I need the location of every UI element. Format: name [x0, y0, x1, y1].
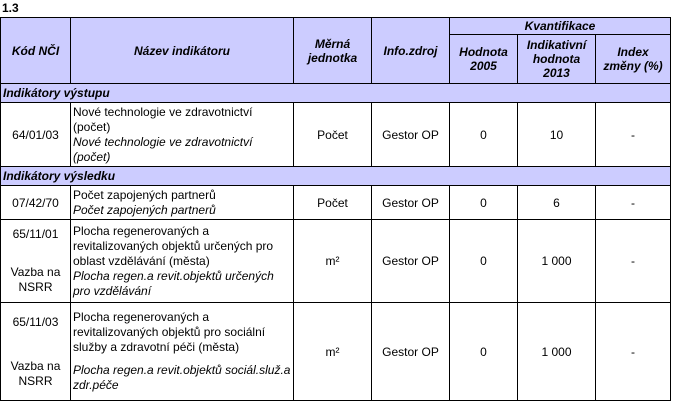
row-name-text: Počet zapojených partnerů: [73, 187, 216, 202]
row-index: -: [596, 220, 671, 303]
header-index-change: Index změny (%): [596, 35, 671, 84]
row-code-cell: [1, 303, 71, 401]
row-index: -: [596, 103, 671, 167]
header-value-2005: Hodnota 2005: [450, 35, 518, 84]
row-code-note: Vazba na NSRR: [10, 358, 61, 388]
group-title-result: Indikátory výsledku: [1, 167, 671, 186]
header-name: Název indikátoru: [71, 18, 294, 84]
row-unit: m²: [294, 303, 372, 401]
header-source: Info.zdroj: [372, 18, 450, 84]
row-target-2013: 1 000: [518, 303, 596, 401]
row-code: 64/01/03: [1, 103, 71, 167]
header-quantification: Kvantifikace: [450, 18, 671, 35]
row-target-2013: 10: [518, 103, 596, 167]
row-value-2005: 0: [450, 220, 518, 303]
table-row: [1, 220, 671, 303]
row-index: -: [596, 186, 671, 220]
row-name: [71, 186, 294, 220]
row-name-text: Nové technologie ve zdravotnictví (počet): [73, 104, 253, 134]
row-name-text: Plocha regenerovaných a revitalizovaných objektů pro sociální služby a zdravotní péči (města): [73, 310, 266, 354]
section-number: 1.3: [2, 1, 19, 15]
table-row: [1, 303, 671, 401]
row-code-cell: [1, 220, 71, 303]
row-value-2005: 0: [450, 186, 518, 220]
row-index: -: [596, 303, 671, 401]
header-unit: Měrná jednotka: [294, 18, 372, 84]
row-unit: m²: [294, 220, 372, 303]
row-target-2013: 6: [518, 186, 596, 220]
row-code-note: Vazba na NSRR: [10, 265, 61, 294]
row-name: [71, 220, 294, 303]
row-source: Gestor OP: [372, 186, 450, 220]
header-target-2013: Indikativní hodnota 2013: [518, 35, 596, 84]
row-name-alt: Počet zapojených partnerů: [73, 202, 216, 217]
row-name: [71, 103, 294, 167]
indicator-table: [0, 17, 671, 401]
row-name: [71, 303, 294, 401]
row-name-text: Plocha regenerovaných a revitalizovaných objektů určených pro oblast vzdělávání (města): [73, 223, 274, 268]
row-source: Gestor OP: [372, 103, 450, 167]
row-code: 07/42/70: [1, 186, 71, 220]
table-row: [1, 103, 671, 167]
row-source: Gestor OP: [372, 303, 450, 401]
header-code: Kód NČI: [1, 18, 71, 84]
table-row: [1, 186, 671, 220]
row-source: Gestor OP: [372, 220, 450, 303]
row-code: 65/11/03: [12, 314, 59, 329]
row-name-alt: Nové technologie ve zdravotnictví (počet): [73, 134, 253, 164]
group-title-output: Indikátory výstupu: [1, 84, 671, 103]
row-name-alt: Plocha regen.a revit.objektů určených pro vzdělávání: [73, 268, 274, 298]
row-name-alt: Plocha regen.a revit.objektů sociál.služ.a zdr.péče: [73, 363, 291, 392]
row-value-2005: 0: [450, 303, 518, 401]
row-unit: Počet: [294, 103, 372, 167]
row-unit: Počet: [294, 186, 372, 220]
row-code: 65/11/01: [12, 227, 59, 241]
row-value-2005: 0: [450, 103, 518, 167]
row-target-2013: 1 000: [518, 220, 596, 303]
